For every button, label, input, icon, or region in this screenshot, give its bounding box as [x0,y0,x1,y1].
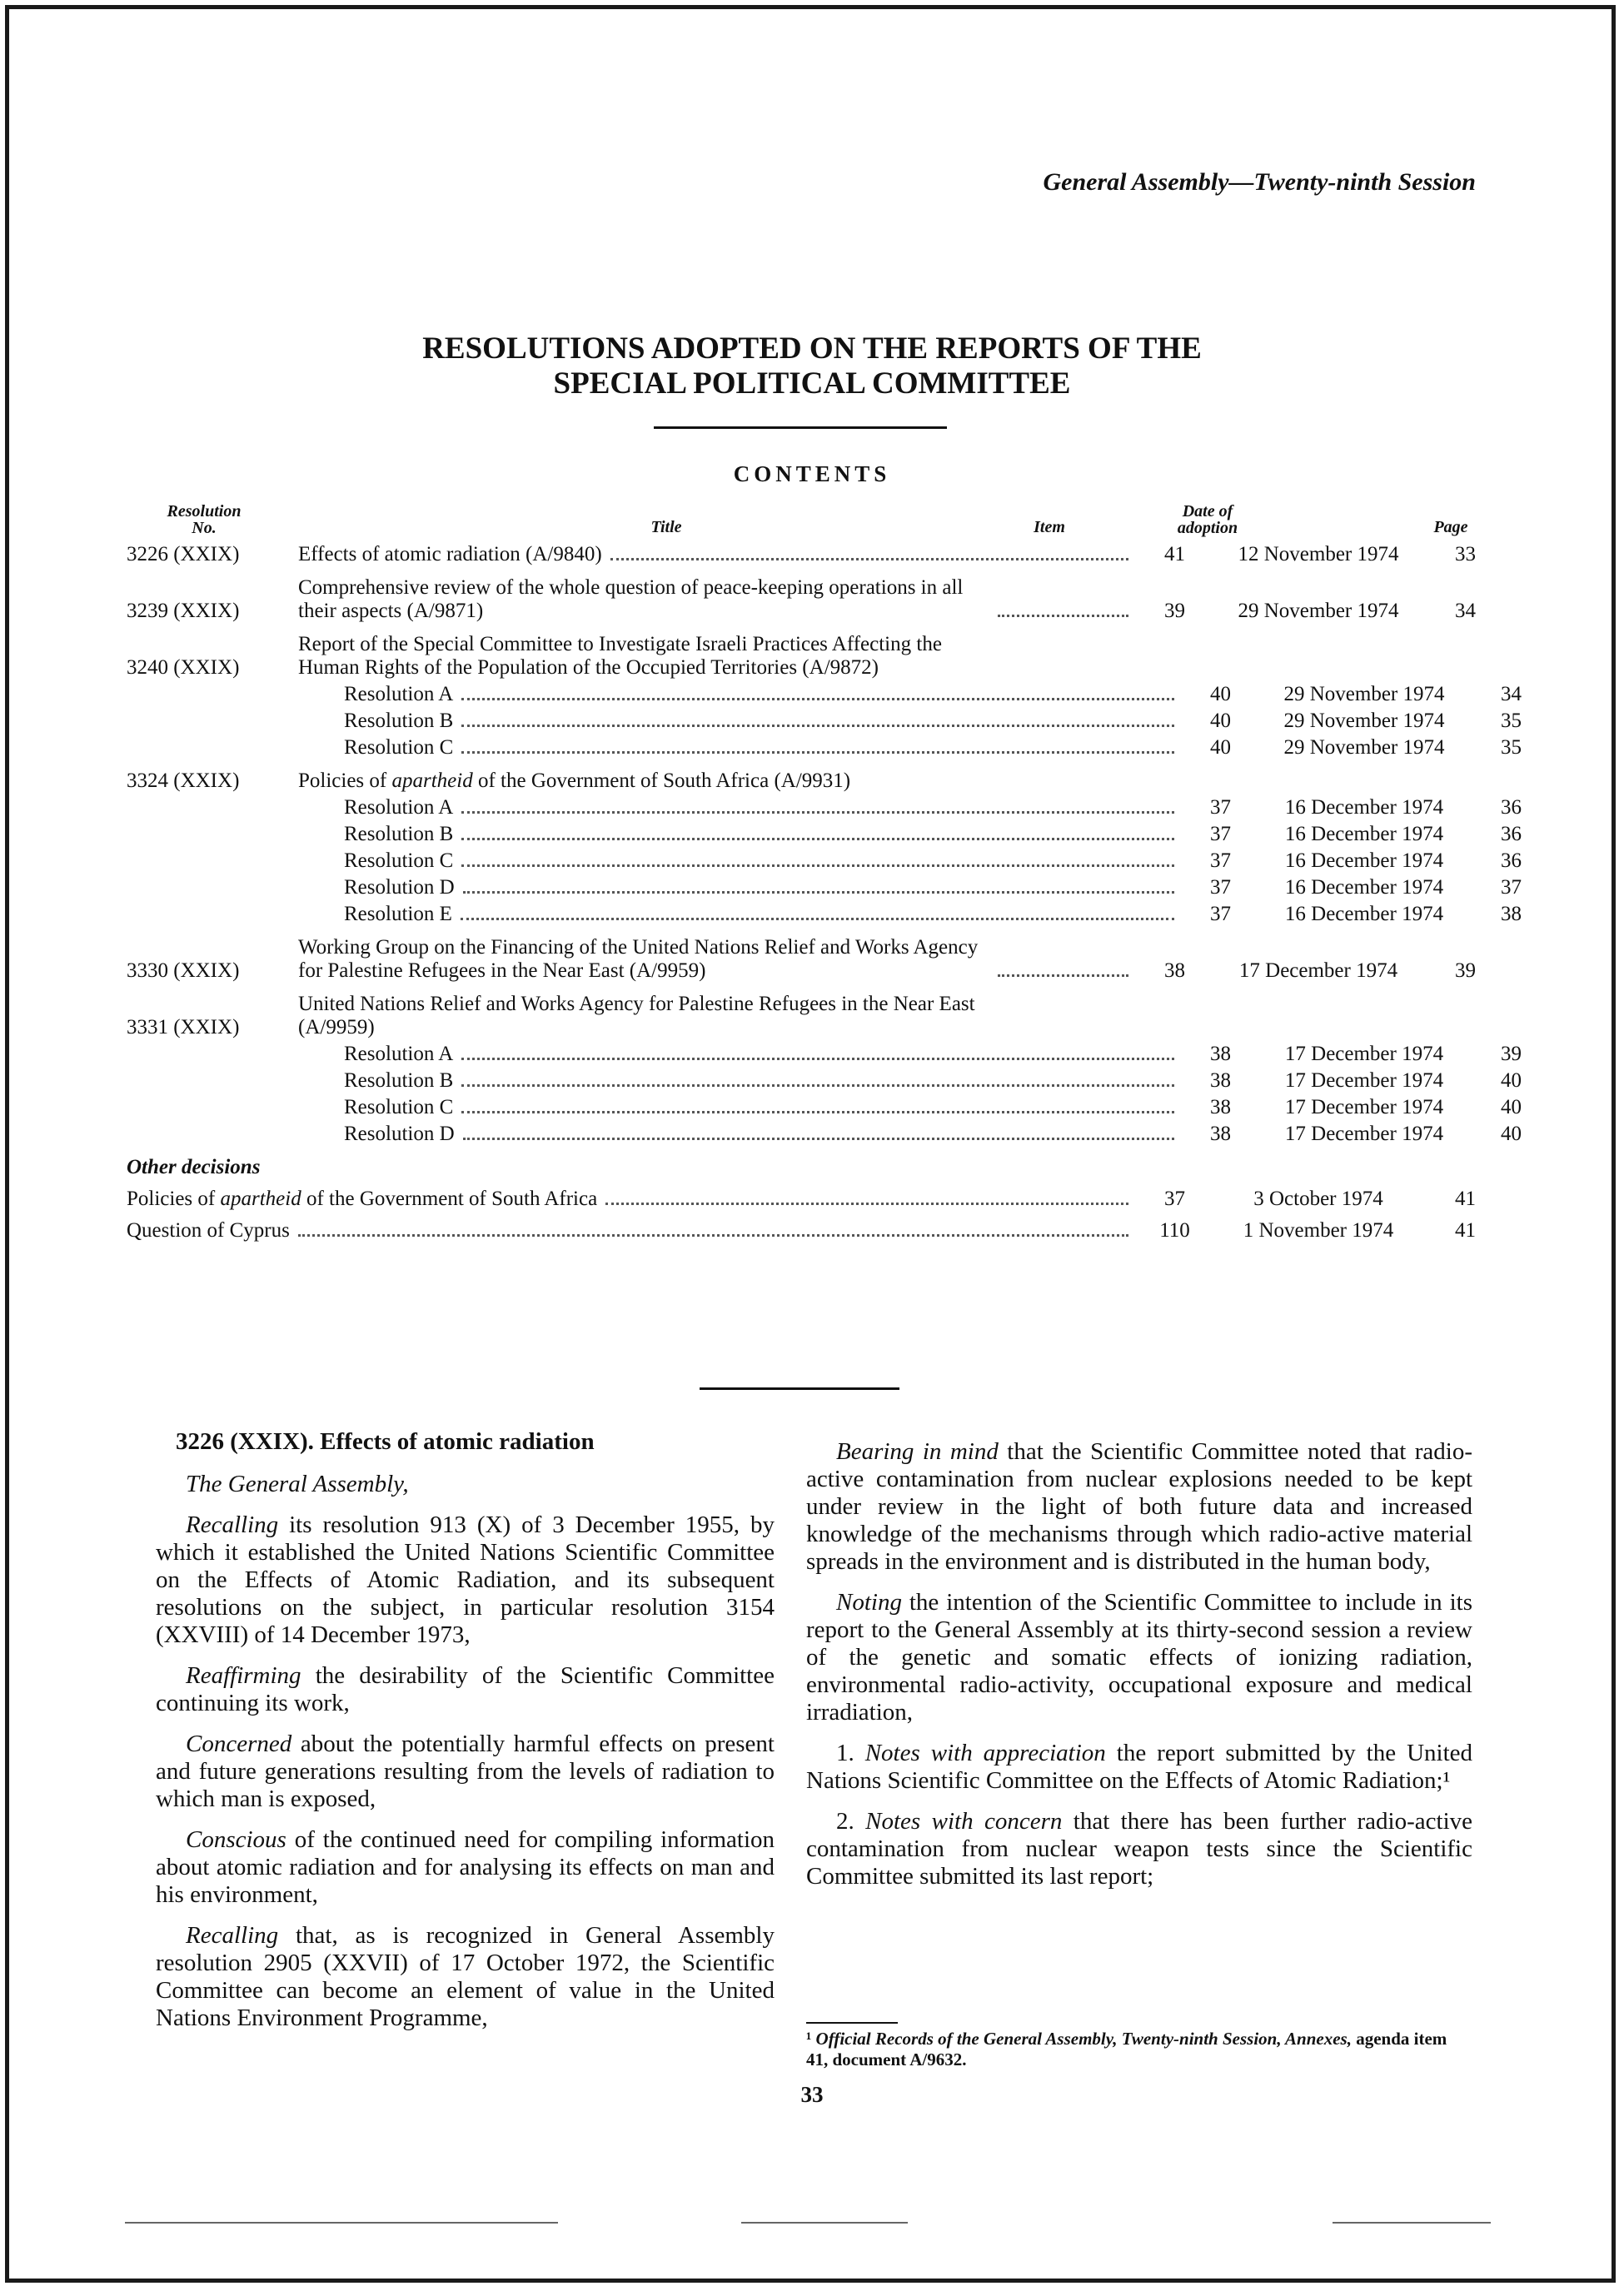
toc-row [127,849,1522,873]
toc-title-text: Policies of apartheid of the Government of South Africa (A/9931) [298,769,851,792]
toc-item: 37 [1210,876,1231,899]
toc-resolution-no: 3331 (XXIX) [127,1016,240,1038]
paragraph-lead: Notes with appreciation [864,1740,1106,1766]
toc-item: 110 [1159,1219,1190,1242]
toc-date: 17 December 1974 [1284,1069,1444,1092]
toc-resolution-no: 3324 (XXIX) [127,769,240,792]
toc-leader-dots [461,918,1174,920]
toc-row [127,736,1522,760]
toc-row [127,1043,1522,1066]
toc-title-text: Working Group on the Financing of the United Nations Relief and Works Agency for Palestine Refugees in the Near East (A/9959) [298,936,979,982]
scan-artifact-line [1333,2222,1491,2224]
toc-title [298,849,1181,873]
toc-date: 29 November 1974 [1238,600,1399,622]
paragraph-lead: Bearing in mind [836,1438,999,1465]
toc-row [127,769,1476,793]
left-paragraph: Recalling its resolution 913 (X) of 3 December 1955, by which it established the United Nations Scientific Committee on the Effects of Atomic Radiation, and its subsequent resolutions on the subject, in particular resolution 3154 (XXVIII) of 14 December 1973, [156,1512,775,1648]
toc-title [298,710,1181,733]
toc-title-text: Effects of atomic radiation (A/9840) [298,543,602,565]
toc-leader-dots [461,725,1174,727]
footnote-source: Official Records of the General Assembly, Twenty-ninth Session, Annexes, [815,2029,1352,2049]
toc-title-text: Policies of apartheid of the Government of South Africa [127,1188,598,1210]
footnote-rule [806,2022,898,2024]
toc-page: 34 [1501,683,1522,705]
toc-title-text: Report of the Special Committee to Investigate Israeli Practices Affecting the Human Rights of the Population of the Occupied Territories (A/9872) [298,633,942,679]
toc-page: 36 [1501,849,1522,872]
toc-leader-dots [461,838,1174,840]
title-line-2: SPECIAL POLITICAL COMMITTEE [553,366,1071,401]
toc-date: 29 November 1974 [1283,736,1445,759]
toc-resolution-no: 3330 (XXIX) [127,959,240,982]
toc-title-text: Resolution C [344,736,454,759]
page-number: 33 [800,2082,824,2107]
toc-date: 17 December 1974 [1238,959,1398,982]
toc-page: 40 [1501,1069,1522,1092]
paragraph-lead: Recalling [186,1512,279,1538]
scan-artifact-line [741,2222,908,2224]
toc-title-text: Resolution B [344,710,454,732]
right-paragraph: 1. Notes with appreciation the report submitted by the United Nations Scientific Committee on the Effects of Atomic Radiation;¹ [806,1740,1473,1794]
paragraph-lead: Recalling [186,1922,279,1949]
toc-leader-dots [461,864,1174,867]
contents-heading: CONTENTS [733,461,891,486]
toc-page: 33 [1455,543,1476,565]
toc-row [127,823,1522,846]
section-heading: 3226 (XXIX). Effects of atomic radiation [176,1428,595,1455]
toc-date: 17 December 1974 [1284,1123,1444,1145]
toc-title [298,543,1135,566]
general-assembly-line: The General Assembly, [186,1471,409,1497]
toc-row [127,543,1476,566]
toc-title [298,903,1181,926]
toc-leader-dots [461,1058,1174,1060]
toc-page: 34 [1455,600,1476,622]
toc-leader-dots [461,1084,1174,1087]
toc-page: 41 [1455,1188,1476,1210]
toc-row [127,576,1476,623]
paragraph-lead: Notes with concern [865,1808,1063,1835]
toc-title-text: Resolution E [344,903,452,925]
toc-leader-dots [463,891,1174,894]
toc-resolution-no: 3226 (XXIX) [127,543,240,565]
toc-title-text: Resolution B [344,1069,454,1092]
toc-item: 37 [1210,823,1231,845]
left-paragraph: Conscious of the continued need for compiling information about atomic radiation and for analysing its effects on man and his environment, [156,1826,775,1908]
toc-title-text: Resolution A [344,1043,454,1065]
toc-leader-dots [463,1138,1174,1140]
toc-title [298,993,1135,1039]
footnote [806,2022,1472,2070]
toc-title [298,1123,1181,1146]
toc-title-text: Resolution A [344,683,454,705]
toc-page: 36 [1501,796,1522,819]
title-line-1: RESOLUTIONS ADOPTED ON THE REPORTS OF THE [422,331,1202,366]
toc-row [127,710,1522,733]
paragraph-lead: Conscious [186,1826,286,1853]
other-decisions-heading: Other decisions [127,1156,261,1178]
toc-title-text: Resolution D [344,876,455,899]
paragraph-lead: Noting [836,1589,902,1616]
footnote-text: agenda item 41, document A/9632. [806,2029,1447,2069]
toc-leader-dots [610,558,1128,560]
toc-item: 37 [1210,796,1231,819]
toc-date: 29 November 1974 [1283,683,1445,705]
toc-leader-dots [605,1203,1128,1205]
page-title [0,331,1624,401]
toc-resolution-no: 3240 (XXIX) [127,656,240,679]
toc-date: 1 November 1974 [1243,1219,1394,1242]
toc-page: 40 [1501,1096,1522,1118]
toc-date: 16 December 1974 [1284,796,1444,819]
toc-row [127,1069,1522,1093]
toc-title [298,936,1135,983]
right-paragraph: Noting the intention of the Scientific Committee to include in its report to the General Assembly at its thirty-second session a review of the genetic and somatic effects of ionizing radiation, environmental radio-activity, occupational exposure and medical irradiation, [806,1589,1472,1726]
paragraph-lead: Reaffirming [186,1662,301,1689]
toc-title [298,1096,1181,1119]
left-column [156,1428,775,2045]
toc-leader-dots [461,1111,1174,1113]
toc-item: 40 [1210,683,1231,705]
toc-row [127,1219,1476,1243]
toc-date: 16 December 1974 [1284,849,1444,872]
contents-rule [700,1387,899,1390]
toc-title-text: Comprehensive review of the whole question of peace-keeping operations in all their aspects (A/9871) [298,576,964,622]
toc-date: 16 December 1974 [1284,903,1444,925]
toc-row [127,796,1522,819]
toc-page: 37 [1501,876,1522,899]
toc-page: 40 [1501,1123,1522,1145]
toc-date: 3 October 1974 [1253,1188,1383,1210]
toc-title [298,576,1135,623]
toc-title [298,769,1135,793]
toc-item: 37 [1210,903,1231,925]
toc-title [298,823,1181,846]
toc-leader-dots [998,615,1128,617]
toc-row [127,633,1476,680]
toc-page: 35 [1501,710,1522,732]
toc-date: 17 December 1974 [1284,1043,1444,1065]
right-column [806,1438,1472,1904]
toc-title [298,876,1181,899]
toc-title [298,683,1181,706]
toc-item: 39 [1164,600,1185,622]
left-paragraph: Concerned about the potentially harmful effects on present and future generations resulting from the levels of radiation to which man is exposed, [156,1731,775,1812]
toc-row [127,993,1476,1039]
toc-title [298,633,1135,680]
toc-title-text: United Nations Relief and Works Agency for Palestine Refugees in the Near East (A/9959) [298,993,975,1038]
toc-title [127,1188,1135,1211]
toc-page: 39 [1455,959,1476,982]
toc-resolution-no: 3239 (XXIX) [127,600,240,622]
toc-row [127,903,1522,926]
running-head: General Assembly—Twenty-ninth Session [1043,168,1476,196]
toc-title [127,1219,1135,1243]
toc-leader-dots [461,811,1174,814]
col-head-title: Title [650,518,682,536]
toc-row [127,936,1476,983]
contents-table [127,540,1522,1243]
toc-title-text: Resolution D [344,1123,455,1145]
toc-title-text: Resolution A [344,796,454,819]
toc-leader-dots [998,974,1128,977]
toc-item: 38 [1210,1069,1231,1092]
toc-row [127,876,1522,899]
toc-page: 35 [1501,736,1522,759]
toc-item: 37 [1210,849,1231,872]
col-head-date: Date of adoption [1177,502,1238,537]
footnote-mark: ¹ [806,2029,816,2049]
toc-item: 40 [1210,736,1231,759]
toc-title-text: Resolution C [344,1096,454,1118]
toc-row [127,1096,1522,1119]
toc-title-text: Resolution B [344,823,454,845]
title-rule [654,426,947,429]
left-paragraph: Reaffirming the desirability of the Scientific Committee continuing its work, [156,1662,775,1716]
toc-title [298,736,1181,760]
toc-page: 36 [1501,823,1522,845]
toc-item: 41 [1164,543,1185,565]
col-head-resolution-no: Resolution No. [167,502,242,537]
scan-artifact-line [125,2222,558,2224]
toc-date: 12 November 1974 [1238,543,1399,565]
toc-item: 38 [1210,1043,1231,1065]
toc-item: 38 [1164,959,1185,982]
col-head-page: Page [1433,518,1468,536]
toc-item: 40 [1210,710,1231,732]
toc-title-text: Question of Cyprus [127,1219,290,1242]
toc-title [298,1069,1181,1093]
toc-leader-dots [298,1234,1128,1237]
left-paragraph: Recalling that, as is recognized in General Assembly resolution 2905 (XXVII) of 17 October 1972, the Scientific Committee can become an element of value in the United Nations Environment Programme, [156,1922,775,2031]
toc-page: 39 [1501,1043,1522,1065]
right-paragraph: 2. Notes with concern that there has been further radio-active contamination from nuclear weapon tests since the Scientific Committee submitted its last report; [806,1808,1472,1890]
toc-row [127,1188,1476,1211]
toc-leader-dots [461,698,1174,700]
toc-date: 17 December 1974 [1284,1096,1444,1118]
toc-date: 16 December 1974 [1284,876,1444,899]
toc-date: 29 November 1974 [1283,710,1445,732]
col-head-item: Item [1034,518,1065,536]
toc-date: 16 December 1974 [1284,823,1444,845]
toc-page: 38 [1501,903,1522,925]
paragraph-lead: Concerned [186,1731,292,1757]
toc-title [298,1043,1181,1066]
right-paragraph: Bearing in mind that the Scientific Committee noted that radio-active contamination from nuclear explosions needed to be kept under review in the light of both future data and increased knowledge of the mechanisms through which radio-active material spreads in the environment and is distributed in the human body, [806,1438,1472,1575]
toc-item: 38 [1210,1096,1231,1118]
toc-leader-dots [461,751,1174,754]
toc-title-text: Resolution C [344,849,454,872]
toc-item: 37 [1164,1188,1185,1210]
toc-page: 41 [1455,1219,1476,1242]
toc-title [298,796,1181,819]
toc-item: 38 [1210,1123,1231,1145]
toc-row [127,1123,1522,1146]
toc-row [127,683,1522,706]
